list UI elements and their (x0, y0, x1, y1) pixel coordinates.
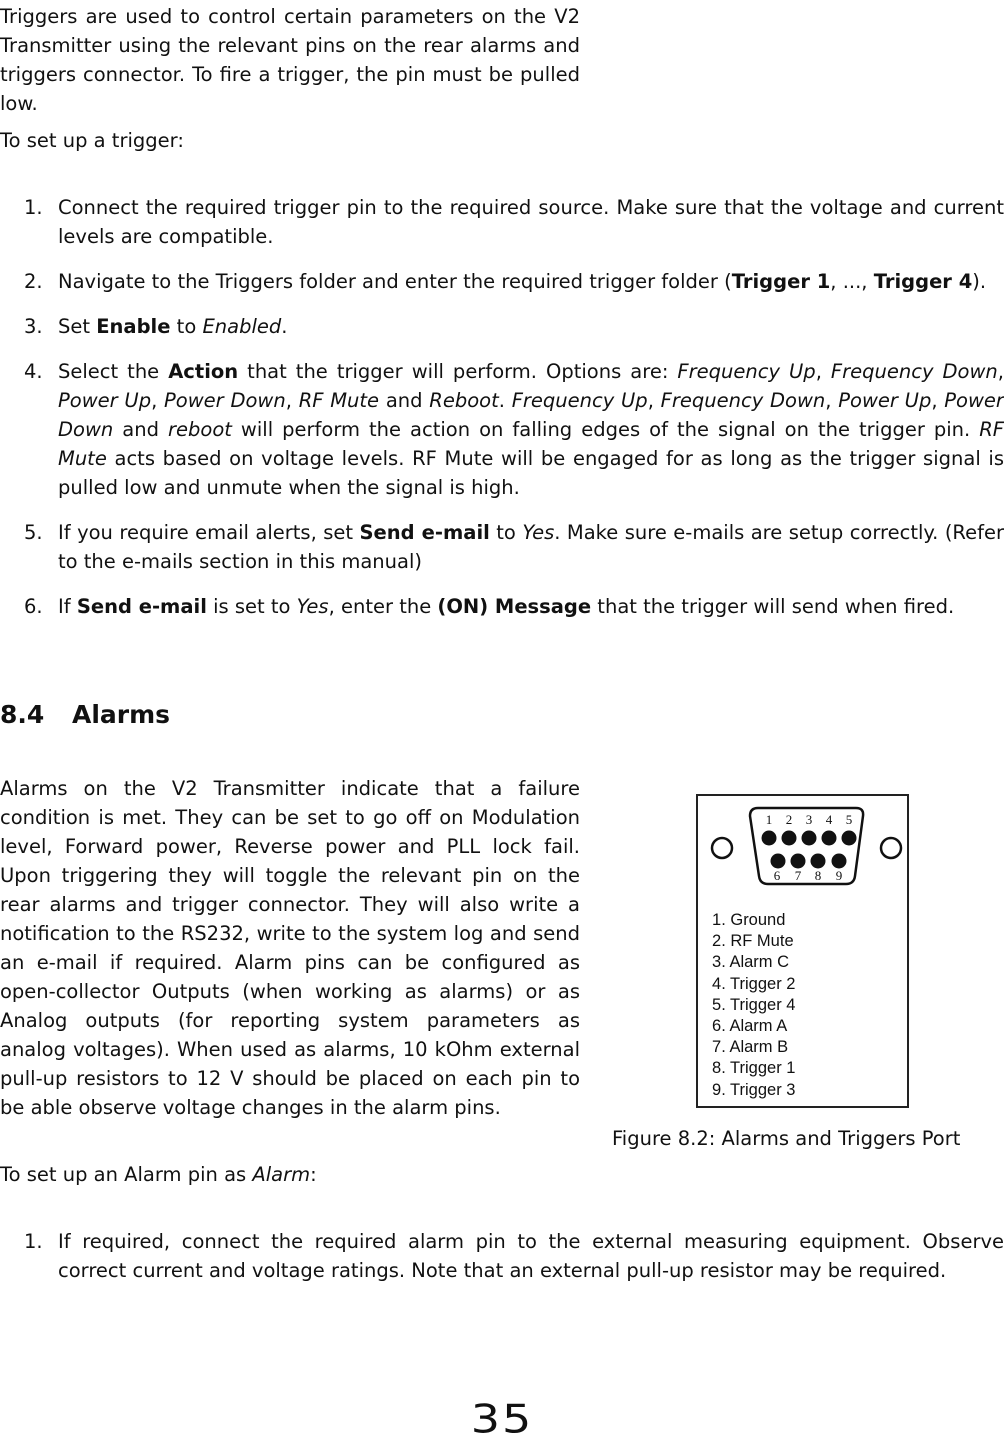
alarms-paragraph: Alarms on the V2 Transmitter indicate that a failure condition is met. They can be set to go off on Modulation level, Forward power, Reverse power and PLL lock fail. Upon triggering they will toggle the relevant pin on the rear alarms and trigger connector. They will also write a notification to the RS232, write to the system log and send an e-mail if required. Alarm pins can be configured as open-collector Outputs (when working as alarms) or as Analog outputs (for reporting system parameters as analog voltages). When used as alarms, 10 kOhm external pull-up resistors to 12 V should be placed on each pin to be able observe voltage changes in the alarm pins. (0, 777, 580, 1119)
connector-figure (696, 794, 909, 1108)
alarm-setup-label: To set up an Alarm pin as Alarm: (0, 1163, 317, 1186)
pin-number-label: 3 (805, 812, 813, 827)
pin-dot (791, 854, 806, 869)
pin-number-label: 9 (835, 868, 843, 883)
pin-dot (822, 831, 837, 846)
list-item: 3. Alarm C (712, 953, 790, 972)
list-item: 8. Trigger 1 (712, 1059, 796, 1078)
pin-dot (782, 831, 797, 846)
trigger-setup-label: To set up a trigger: (0, 129, 184, 152)
pin-dot (842, 831, 857, 846)
list-item: 1. If required, connect the required alarm pin to the external measuring equipment. Observe correct current and voltage ratings. Note that an external pull-up resistor may be required. (24, 1230, 1004, 1282)
list-item: 6. If Send e-mail is set to Yes, enter the (ON) Message that the trigger will send when fired. (24, 595, 955, 618)
pin-assignment-list (712, 910, 795, 1101)
trigger-steps-list (0, 193, 1004, 637)
pin-number-label: 1 (765, 812, 773, 827)
pin-number-label: 4 (825, 812, 833, 827)
pin-dot (762, 831, 777, 846)
pin-number-label: 7 (794, 868, 802, 883)
pin-dot (802, 831, 817, 846)
pin-number-label: 5 (845, 812, 853, 827)
list-item: 6. Alarm A (712, 1017, 788, 1036)
pin-dot (832, 854, 847, 869)
list-item: 5. If you require email alerts, set Send e-mail to Yes. Make sure e-mails are setup correctly. (Refer to the e-mails section in this manual) (24, 521, 1004, 573)
alarm-steps-list (0, 1227, 1004, 1301)
section-title: Alarms (72, 700, 171, 729)
db9-connector-icon (698, 796, 907, 906)
section-number: 8.4 (0, 700, 45, 729)
pin-number-label: 8 (814, 868, 822, 883)
list-item: 3. Set Enable to Enabled. (24, 315, 288, 338)
list-item: 2. RF Mute (712, 932, 794, 951)
list-item: 4. Select the Action that the trigger will perform. Options are: Frequency Up, Frequency Down, Power Up, Power Down, RF Mute and Reboot. Frequency Up, Frequency Down, Power Up, Power Down and reboot will perform the action on falling edges of the signal on the trigger pin. RF Mute acts based on voltage levels. RF Mute will be engaged for as long as the trigger signal is pulled low and unmute when the signal is high. (24, 360, 1004, 499)
list-item: 1. Ground (712, 911, 786, 929)
list-item: 2. Navigate to the Triggers folder and enter the required trigger folder (Trigger 1, ..., Trigger 4). (24, 270, 987, 293)
intro-paragraph: Triggers are used to control certain parameters on the V2 Transmitter using the relevant pins on the rear alarms and triggers connector. To fire a trigger, the pin must be pulled low. (0, 5, 580, 115)
pin-dot (771, 854, 786, 869)
pin-number-label: 6 (773, 868, 781, 883)
list-item: 4. Trigger 2 (712, 974, 796, 993)
list-item: 1. Connect the required trigger pin to the required source. Make sure that the voltage and current levels are compatible. (24, 196, 1004, 248)
figure-caption: Figure 8.2: Alarms and Triggers Port (612, 1127, 961, 1150)
pin-number-label: 2 (785, 812, 793, 827)
section-heading (0, 700, 170, 729)
list-item: 7. Alarm B (712, 1038, 789, 1057)
list-item: 9. Trigger 3 (712, 1080, 796, 1099)
pin-dot (811, 854, 826, 869)
page-number: 35 (470, 1396, 534, 1442)
list-item: 5. Trigger 4 (712, 995, 796, 1014)
